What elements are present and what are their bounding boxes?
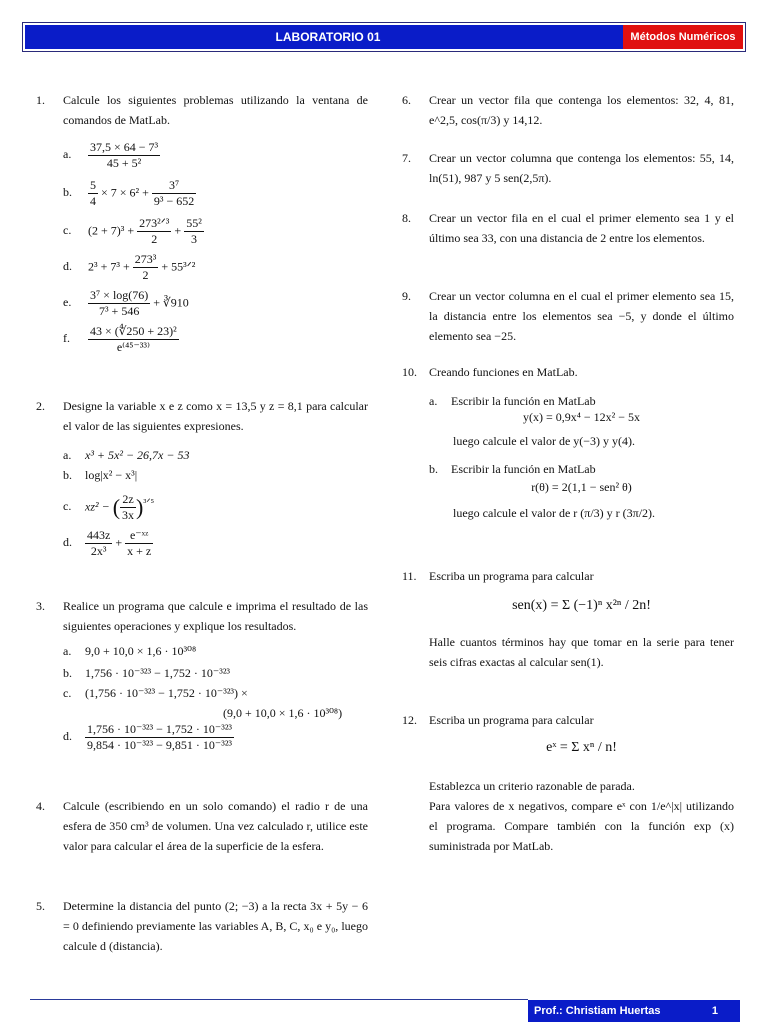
problem-10-text: Creando funciones en MatLab. [429, 365, 578, 379]
problem-11-number: 11. [402, 569, 417, 583]
problem-1-number: 1. [36, 93, 45, 107]
fraction [120, 492, 136, 523]
item-label: b. [429, 462, 438, 476]
item-label: b. [63, 468, 72, 482]
numerator: 3⁷ [152, 178, 196, 194]
numerator: 443z [87, 528, 111, 542]
problem-12-after1: Establezca un criterio razonable de parada. [429, 779, 635, 793]
header-bar [22, 22, 746, 52]
problem-1-item-b [63, 178, 373, 209]
denominator: 45 + 5² [106, 156, 142, 170]
expression: (2 + 7)³ + [88, 223, 138, 238]
problem-6-text: Crear un vector fila que contenga los elementos: 32, 4, 81, e^2,5, cos(π/3) y 14,12. [429, 93, 734, 127]
item-label: c. [63, 499, 72, 514]
problem-10-formula-b: r(θ) = 2(1,1 − sen² θ) [531, 480, 632, 494]
item-label: b. [63, 185, 72, 200]
problem-8-text: Crear un vector fila en el cual el primer elemento sea 1 y el último sea 33, con una distancia de 2 entre los elementos. [429, 211, 734, 245]
fraction [88, 324, 179, 355]
fraction [88, 288, 150, 319]
problem-2-number: 2. [36, 399, 45, 413]
problem-2-item-a [63, 446, 373, 464]
author-label: Prof.: Christiam Huertas [534, 1005, 661, 1017]
numerator: e⁻ˣᶻ [125, 528, 153, 544]
expression: x³ + 5x² − 26,7x − 53 [85, 448, 190, 462]
page-title: LABORATORIO 01 [25, 25, 631, 49]
problem-7-number: 7. [402, 151, 411, 165]
problem-11-text: Escriba un programa para calcular [429, 569, 594, 583]
problem-1-item-a [63, 140, 373, 171]
fraction [133, 252, 159, 283]
problem-11-after: Halle cuantos términos hay que tomar en la serie para tener seis cifras exactas al calcular sen(1). [429, 635, 734, 669]
problem-3-item-b [63, 664, 373, 682]
expression: + ∛910 [150, 295, 189, 310]
expression: xz² − [85, 499, 113, 514]
fraction [125, 528, 153, 559]
item-label: a. [63, 644, 72, 658]
page-number: 1 [711, 1005, 718, 1017]
expression: (1,756 · 10⁻³²³ − 1,752 · 10⁻³²³) × [85, 686, 248, 700]
numerator: 273³ [134, 252, 157, 266]
problem-12-number: 12. [402, 713, 417, 727]
numerator: 43 × (∜250 + 23)² [90, 324, 177, 338]
item-label: d. [63, 259, 72, 274]
problem-4-text: Calcule (escribiendo en un solo comando) el radio r de una esfera de 350 cm³ de volumen. Una vez calculado r, utilice este valor para calcular el área de la superficie de la esfera. [63, 799, 368, 853]
problem-12-after2: Para valores de x negativos, compare eˣ con 1/e^|x| utilizando el programa. Compare también con la función exp (x) suministrada por MatLab. [429, 799, 734, 853]
item-label: f. [63, 331, 70, 346]
expression: + 55³ᐟ² [158, 259, 196, 274]
problem-1-item-f [63, 324, 373, 355]
fraction [184, 216, 204, 247]
problem-6-number: 6. [402, 93, 411, 107]
numerator: 273²ᐟ³ [139, 216, 170, 230]
problem-4-number: 4. [36, 799, 45, 813]
problem-2-item-d [63, 528, 373, 559]
problem-3-number: 3. [36, 599, 45, 613]
denominator: x + z [127, 544, 152, 558]
problem-3-item-c [63, 684, 373, 702]
problem-2-item-c: c. xz² − ( $\frac{2z}{3x}$ )$^{^3ᐟ^5}$ [63, 492, 155, 522]
denominator: 2 [151, 232, 158, 246]
item-label: c. [63, 686, 72, 700]
footer-divider [30, 999, 528, 1000]
problem-10-item-b [429, 460, 739, 478]
problem-12-formula: eˣ = Σ xⁿ / n! [546, 740, 617, 755]
expression: 9,0 + 10,0 × 1,6 · 10³⁰⁸ [85, 644, 197, 658]
problem-10-formula-a: y(x) = 0,9x⁴ − 12x² − 5x [522, 410, 641, 424]
item-label: a. [63, 147, 72, 162]
numerator: 5 [90, 178, 96, 192]
problem-10-number: 10. [402, 365, 417, 379]
numerator: 37,5 × 64 − 7³ [90, 140, 159, 154]
exponent: ³ᐟ⁵ [143, 497, 155, 509]
problem-2-item-b [63, 466, 373, 484]
problem-9-text: Crear un vector columna en el cual el primer elemento sea 15, la distancia entre los elementos sea −5, y donde el último elemento sea −25. [429, 289, 734, 343]
problem-1-item-d [63, 252, 373, 283]
denominator: 7³ + 546 [98, 304, 140, 318]
footer-bar [528, 1000, 740, 1022]
problem-9-number: 9. [402, 289, 411, 303]
expression: (9,0 + 10,0 × 1,6 · 10³⁰⁸) [223, 706, 343, 720]
item-label: d. [63, 729, 72, 744]
fraction [152, 178, 196, 209]
problem-1-item-c [63, 216, 373, 247]
problem-3-item-a [63, 642, 373, 660]
item-text: Escribir la función en MatLab [451, 462, 596, 476]
item-text: Escribir la función en MatLab [451, 394, 596, 408]
expression: log|x² − x³| [85, 468, 138, 482]
fraction [88, 140, 160, 171]
denominator: 9³ − 652 [153, 194, 195, 208]
problem-12-text: Escriba un programa para calcular [429, 713, 594, 727]
numerator: 55² [186, 216, 202, 230]
denominator: 3x [122, 508, 135, 522]
problem-1-item-e [63, 288, 373, 319]
problem-8-number: 8. [402, 211, 411, 225]
item-label: c. [63, 223, 72, 238]
expression: + [171, 223, 185, 238]
item-label: a. [63, 448, 72, 462]
denominator: 2 [142, 268, 149, 282]
denominator: 9,854 · 10⁻³²³ − 9,851 · 10⁻³²³ [87, 738, 233, 752]
problem-5-number: 5. [36, 899, 45, 913]
fraction [137, 216, 171, 247]
denominator: 2x³ [90, 544, 107, 558]
problem-5-text: Determine la distancia del punto (2; −3) a la recta 3x + 5y − 6 = 0 definiendo previamente las variables A, B, C, x₀ e y₀, luego calcule d (distancia). [63, 899, 368, 953]
expression: 1,756 · 10⁻³²³ − 1,752 · 10⁻³²³ [85, 666, 231, 680]
numerator: 3⁷ × log(76) [90, 288, 149, 302]
problem-7-text: Crear un vector columna que contenga los elementos: 55, 14, ln(51), 987 y 5 sen(2,5π). [429, 151, 734, 185]
expression: × 7 × 6² + [98, 185, 152, 200]
problem-11-formula: sen(x) = Σ (−1)ⁿ x²ⁿ / 2n! [512, 598, 651, 613]
problem-10-b-after: luego calcule el valor de r (π/3) y r (3π/2). [453, 506, 656, 520]
problem-3-item-d [63, 722, 373, 753]
item-label: a. [429, 394, 438, 408]
item-label: d. [63, 535, 72, 550]
denominator: e⁽⁴⁵⁻³³⁾ [116, 340, 150, 354]
denominator: 4 [90, 194, 96, 208]
expression: 2³ + 7³ + [88, 259, 133, 274]
numerator: 1,756 · 10⁻³²³ − 1,752 · 10⁻³²³ [87, 722, 233, 736]
denominator: 3 [190, 232, 197, 246]
numerator: 2z [120, 492, 136, 508]
problem-10-item-a [429, 392, 739, 410]
problem-1-text: Calcule los siguientes problemas utilizando la ventana de comandos de MatLab. [63, 93, 368, 127]
problem-3-text: Realice un programa que calcule e imprima el resultado de las siguientes operaciones y explique los resultados. [63, 599, 368, 633]
fraction [88, 178, 98, 209]
problem-10-a-after: luego calcule el valor de y(−3) y y(4). [453, 434, 636, 448]
course-tag: Métodos Numéricos [623, 25, 743, 49]
problem-2-text: Designe la variable x e z como x = 13,5 y z = 8,1 para calcular el valor de las siguientes expresiones. [63, 399, 368, 433]
expression: + [112, 535, 126, 550]
item-label: e. [63, 295, 72, 310]
fraction [85, 528, 112, 559]
item-label: b. [63, 666, 72, 680]
fraction [85, 722, 234, 753]
